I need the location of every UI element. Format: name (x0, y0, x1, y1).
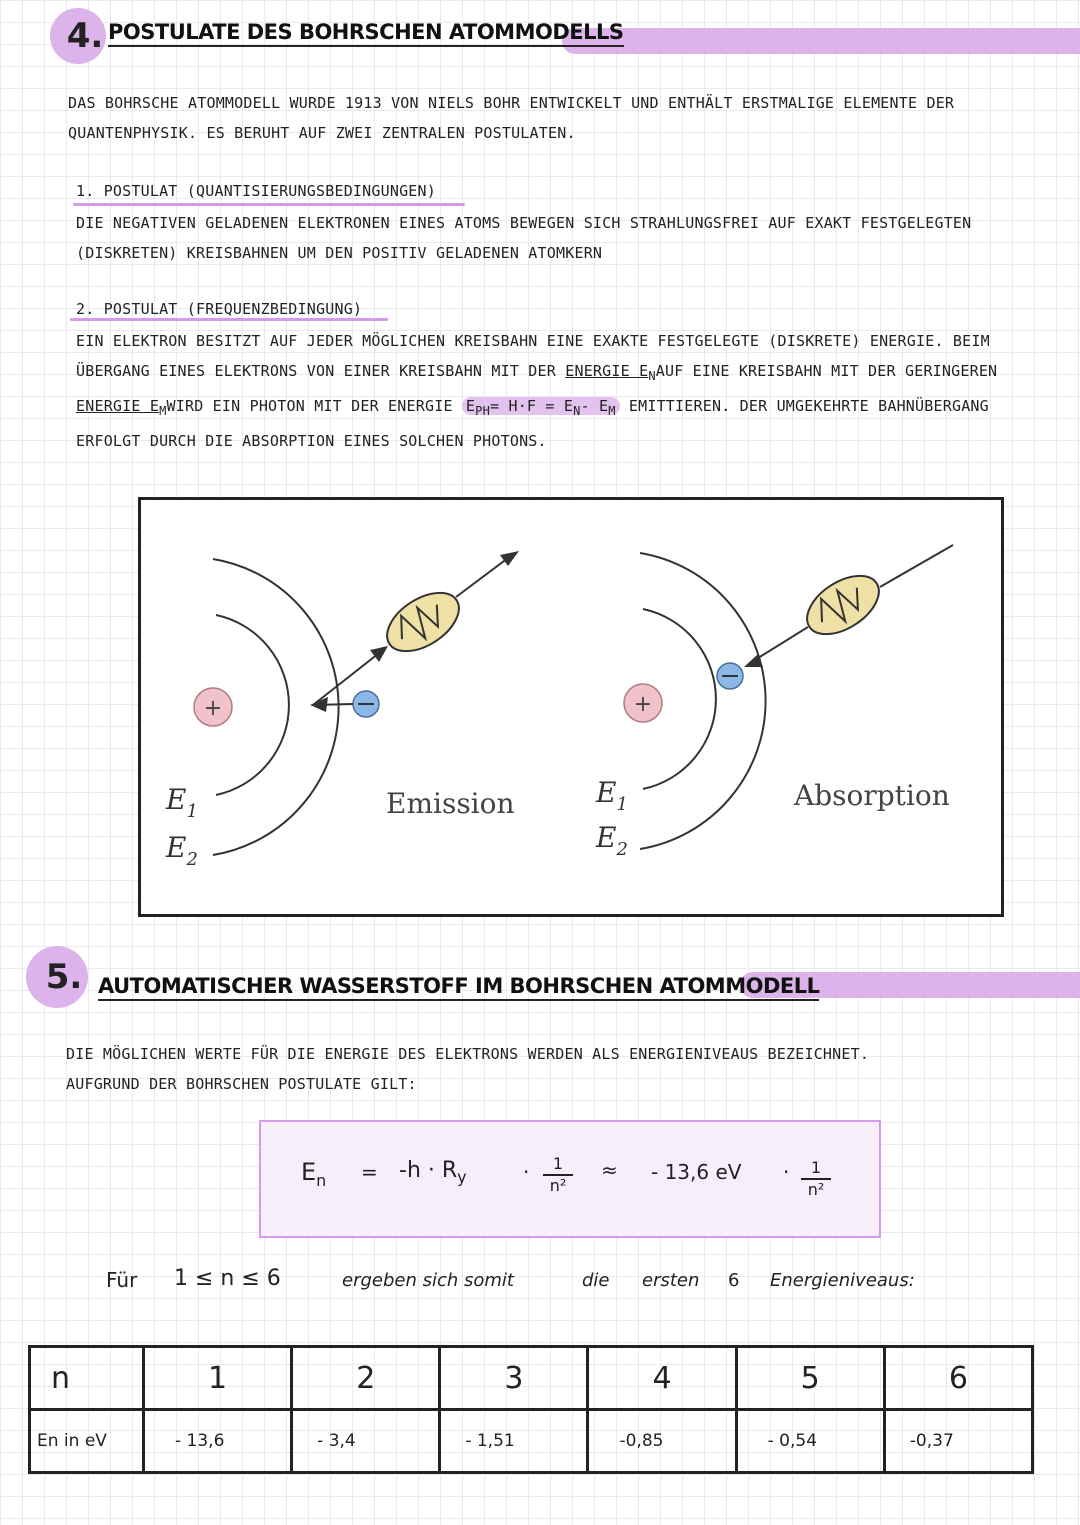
section4-number: 4. (50, 8, 106, 64)
postulate2-underline (70, 318, 388, 321)
formula-fraction2: 1 n² (801, 1158, 831, 1200)
table-row-label-energy: En in eV (30, 1410, 144, 1473)
postulate2-text: EIN ELEKTRON BESITZT AUF JEDER MÖGLICHEN KREISBAHN EINE EXAKTE FESTGELEGTE (DISKRETE) ENERGIE. BEIM ÜBERGANG EINES ELEKTRONS VON EINER KREISBAHN MIT DER ENERGIE $E_NAUF$ EINE KREISBAHN MIT DER GERINGEREN ENERGIE $E_MWIRD$ EIN PHOTON MIT DER ENERGIE $E_{PH}= H\cdot F = E_N-$ $E_M$ EMITTIEREN. DER UMGEKEHRTE BAHNÜBERGANG ERFOLGT DURCH DIE ABSORPTION EINES SOLCHEN PHOTONS. (76, 332, 998, 450)
postulate1-text: DIE NEGATIVEN GELADENEN ELEKTRONEN EINES ATOMS BEWEGEN SICH STRAHLUNGSFREI AUF EXAKT FESTGELEGTEN (DISKRETEN) KREISBAHNEN UM DEN POSITIV GELADENEN ATOMKERN (76, 214, 972, 262)
label-e1-right: $E_1$ (596, 776, 628, 815)
table-row-label-n: n (30, 1347, 144, 1410)
label-e1-left: $E_1$ (166, 783, 198, 822)
formula-term1: $-h \cdot R_y$ (399, 1158, 467, 1187)
photon-energy-formula: $E_{PH}= H\cdot F = E_N-$ $E_M$ (462, 397, 620, 415)
formula-lhs: $E_n$ (301, 1158, 327, 1190)
svg-text:+: + (633, 692, 653, 717)
table-row: En in eV - 13,6 - 3,4 - 1,51 -0,85 - 0,54 -0,37 (30, 1410, 1033, 1473)
section4-title: POSTULATE DES BOHRSCHEN ATOMMODELLS (108, 20, 624, 47)
bohr-emission-absorption-diagram (138, 497, 1004, 917)
section5-number: 5. (26, 946, 88, 1008)
label-e2-left: $E_2$ (166, 831, 198, 870)
label-e2-right: $E_2$ (596, 821, 628, 860)
section4-intro: DAS BOHRSCHE ATOMMODELL WURDE 1913 VON NIELS BOHR ENTWICKELT UND ENTHÄLT ERSTMALIGE ELEMENTE DER QUANTENPHYSIK. ES BERUHT AUF ZWEI ZENTRALEN POSTULATEN. (68, 94, 955, 142)
postulate2-title: 2. POSTULAT (FREQUENZBEDINGUNG) (76, 300, 363, 318)
energy-level-formula-box: $E_n$ = $-h \cdot R_y$ · 1 n² ≈ - 13,6 eV · 1 n² (259, 1120, 881, 1238)
formula-fraction1: 1 n² (543, 1154, 573, 1196)
energy-levels-table (28, 1345, 1034, 1474)
section4-title-bar (562, 28, 1080, 54)
postulate1-underline (73, 203, 465, 206)
postulate1-title: 1. POSTULAT (QUANTISIERUNGSBEDINGUNGEN) (76, 182, 436, 200)
label-emission: Emission (386, 787, 515, 820)
table-row: n 1 2 3 4 5 6 (30, 1347, 1033, 1410)
section5-intro: DIE MÖGLICHEN WERTE FÜR DIE ENERGIE DES ELEKTRONS WERDEN ALS ENERGIENIVEAUS BEZEICHNET. AUFGRUND DER BOHRSCHEN POSTULATE GILT: (66, 1045, 870, 1093)
svg-text:+: + (203, 696, 223, 721)
section5-title: AUTOMATISCHER WASSERSTOFF IM BOHRSCHEN ATOMMODELL (98, 974, 819, 1001)
label-absorption: Absorption (794, 779, 950, 812)
